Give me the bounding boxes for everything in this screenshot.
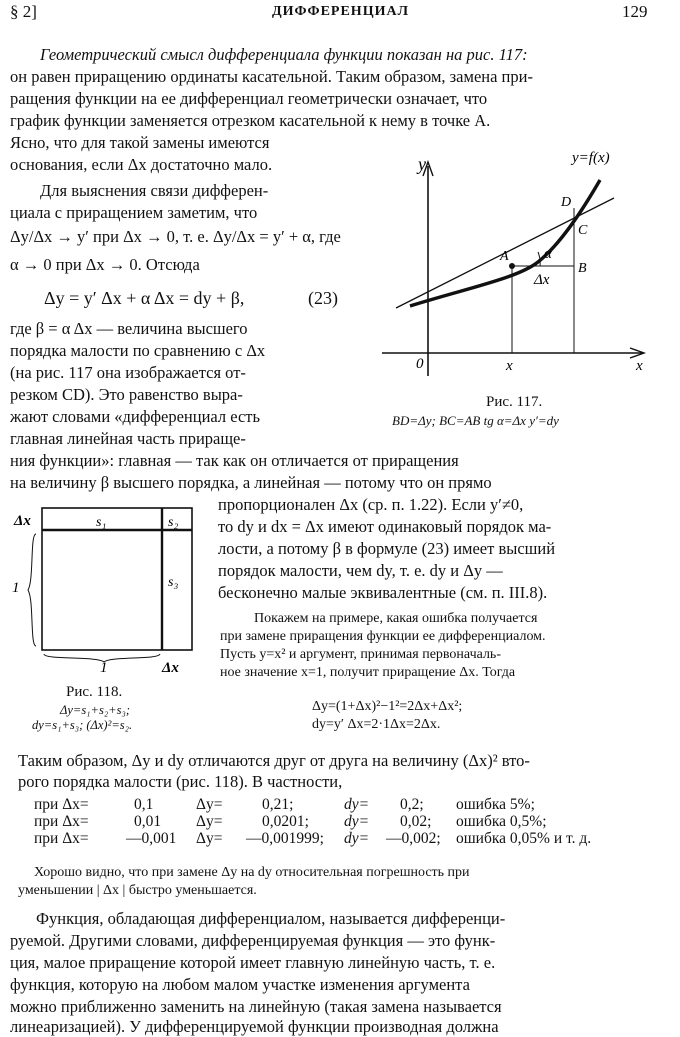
para7-line: функция, которую на любом малом участке изменения аргумента — [10, 975, 470, 994]
equation-23: Δy = y′ Δx + α Δx = dy + β, — [44, 288, 245, 308]
label-s3: s₃ — [168, 575, 179, 590]
para1-line: ращения функции на ее дифференциал геометрически означает, что — [10, 89, 488, 108]
para4-line: Покажем на примере, какая ошибка получается — [254, 611, 538, 626]
cell-label: при Δx= — [34, 813, 89, 830]
cell-label: при Δx= — [34, 796, 89, 813]
para3-line: то dy и dx = Δx имеют одинаковый порядок ма- — [218, 517, 552, 536]
para3-line: резком CD). Это равенство выра- — [10, 385, 243, 404]
running-title: ДИФФЕРЕНЦИАЛ — [272, 4, 410, 19]
cell-dx: —0,001 — [126, 830, 177, 847]
equation-23-number: (23) — [308, 288, 338, 308]
point-A — [509, 263, 515, 269]
label-B: B — [578, 261, 587, 276]
fig118-subcaption-1: Δy=s₁+s₂+s₃; — [60, 703, 130, 717]
example-eq-2: dy=y′ Δx=2·1Δx=2Δx. — [312, 717, 441, 732]
cell-dx: 0,01 — [134, 813, 162, 830]
para4-line: Пусть y=x² и аргумент, принимая первоначаль- — [220, 647, 501, 662]
figure-118 — [8, 500, 204, 676]
cell-error: ошибка 5%; — [456, 796, 535, 813]
para3-line: главная линейная часть прираще- — [10, 429, 246, 448]
para3-line: пропорционален Δx (ср. п. 1.22). Если y′≠0, — [218, 495, 524, 514]
cell-dy: —0,001999; — [246, 830, 324, 847]
cell-dy: 0,0201; — [262, 813, 309, 830]
para5-line: Таким образом, Δy и dy отличаются друг от друга на величину (Δx)² вто- — [18, 751, 530, 770]
para7-line: линеаризацией). У дифференцируемой функции производная должна — [10, 1017, 499, 1036]
fig118-caption: Рис. 118. — [66, 684, 123, 700]
para4-line: ное значение x=1, получит приращение Δx. Тогда — [220, 665, 516, 680]
figure-117 — [378, 148, 668, 388]
cell-diff: 0,02; — [400, 813, 432, 830]
label-dx-bottom: Δx — [162, 660, 179, 676]
cell-dy-label: Δy= — [196, 830, 223, 847]
cell-dy-label: Δy= — [196, 813, 223, 830]
label-alpha: α — [544, 246, 552, 262]
label-D: D — [561, 195, 572, 210]
cell-dx: 0,1 — [134, 796, 154, 813]
para2-line: Для выяснения связи дифферен- — [40, 181, 269, 200]
label-y: y — [418, 154, 426, 174]
label-one-bottom: 1 — [100, 660, 108, 676]
para7-line: ция, малое приращение которой имеет главную линейную часть, т. е. — [10, 953, 496, 972]
para2-line: Δy/Δx → y′ при Δx → 0, т. е. Δy/Δx = y′ + α, где — [10, 227, 341, 246]
para3-line: где β = α Δx — величина высшего — [10, 319, 248, 338]
para3-line: жают словами «дифференциал есть — [10, 407, 261, 426]
para3-line: на величину β высшего порядка, а линейная — потому что он прямо — [10, 473, 492, 492]
label-one-left: 1 — [12, 580, 20, 596]
label-C: C — [578, 223, 588, 238]
label-A: A — [500, 249, 509, 264]
para2-line: α → 0 при Δx → 0. Отсюда — [10, 255, 200, 274]
para1-line: Геометрический смысл дифференциала функции показан на рис. 117: — [40, 45, 528, 64]
cell-diff-label: dy= — [344, 813, 370, 830]
cell-diff-label: dy= — [344, 796, 370, 813]
para1-line: он равен приращению ординаты касательной. Таким образом, замена при- — [10, 67, 533, 86]
label-s2: s₂ — [168, 515, 179, 530]
label-x-tick: x — [506, 358, 513, 374]
label-x-axis: x — [636, 358, 643, 374]
page-number: 129 — [622, 2, 648, 21]
cell-diff: 0,2; — [400, 796, 424, 813]
para7-line: руемой. Другими словами, дифференцируемая функция — это функ- — [10, 931, 496, 950]
para3-line: (на рис. 117 она изображается от- — [10, 363, 246, 382]
para1-line: Ясно, что для такой замены имеются — [10, 133, 270, 152]
para7-line: можно приближенно заменить на линейную (такая замена называется — [10, 997, 502, 1016]
fig118-subcaption-2: dy=s₁+s₃; (Δx)²=s₂. — [32, 718, 133, 732]
para1-line: график функции заменяется отрезком касательной к нему в точке A. — [10, 111, 491, 130]
para6-line: уменьшении | Δx | быстро уменьшается. — [18, 883, 257, 898]
label-curve: y=f(x) — [572, 150, 610, 166]
label-dx: Δx — [534, 272, 550, 288]
label-s1: s₁ — [96, 515, 107, 530]
cell-dy: 0,21; — [262, 796, 294, 813]
example-eq-1: Δy=(1+Δx)²−1²=2Δx+Δx²; — [312, 699, 463, 714]
cell-error: ошибка 0,5%; — [456, 813, 547, 830]
label-origin: 0 — [416, 356, 424, 372]
cell-label: при Δx= — [34, 830, 89, 847]
para1-line: основания, если Δx достаточно мало. — [10, 155, 273, 174]
para3-line: порядка малости по сравнению с Δx — [10, 341, 266, 360]
cell-dy-label: Δy= — [196, 796, 223, 813]
left-brace — [28, 534, 36, 646]
para4-line: при замене приращения функции ее дифференциалом. — [220, 629, 546, 644]
fig117-subcaption: BD=Δy; BC=AB tg α=Δx y′=dy — [392, 413, 559, 428]
para3-line: бесконечно малые эквивалентные (см. п. III.8). — [218, 583, 548, 602]
para7-line: Функция, обладающая дифференциалом, называется дифференци- — [36, 909, 506, 928]
section-number: § 2] — [10, 2, 37, 21]
cell-diff: —0,002; — [386, 830, 441, 847]
para3-line: порядок малости, чем dy, т. е. dy и Δy — — [218, 561, 503, 580]
para6-line: Хорошо видно, что при замене Δy на dy относительная погрешность при — [34, 865, 470, 880]
fig117-caption: Рис. 117. — [486, 394, 543, 410]
para2-line: циала с приращением заметим, что — [10, 203, 258, 222]
label-dx-left: Δx — [14, 513, 31, 529]
para3-line: ния функции»: главная — так как он отличается от приращения — [10, 451, 459, 470]
cell-diff-label: dy= — [344, 830, 370, 847]
cell-error: ошибка 0,05% и т. д. — [456, 830, 592, 847]
para3-line: лости, а потому β в формуле (23) имеет высший — [218, 539, 556, 558]
para5-line: рого порядка малости (рис. 118). В частности, — [18, 772, 343, 791]
